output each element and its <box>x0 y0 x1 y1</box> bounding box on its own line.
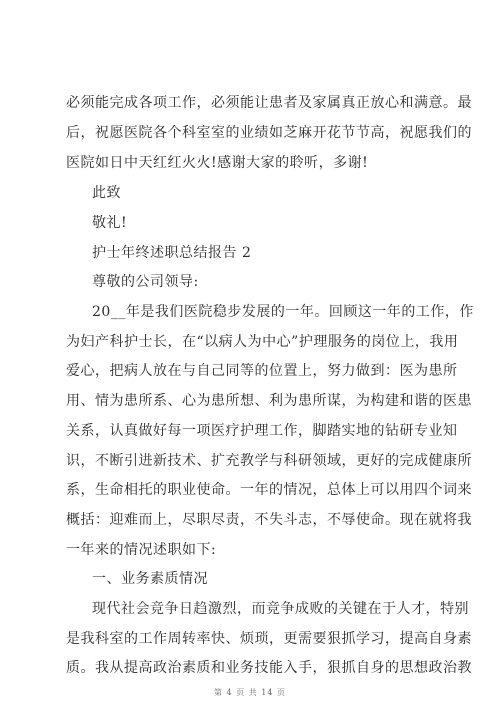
page-footer: 第 4 页 共 14 页 <box>214 688 286 697</box>
text-line: 爱心，把病人放在与自己同等的位置上，努力做到：医为患所 <box>66 363 458 379</box>
section-title: 护士年终述职总结报告 2 <box>92 245 252 261</box>
text-line: 医院如日中天红红火火!感谢大家的聆听，多谢! <box>66 155 369 171</box>
text-line: 系，生命相托的职业使命。一年的情况，总体上可以用四个词来 <box>66 482 472 498</box>
text-line: 概括：迎难而上，尽职尽责，不失斗志，不辱使命。现在就将我 <box>66 512 472 528</box>
text-line: 是我科室的工作周转率快、烦琐，更需要狠抓学习，提高自身素 <box>66 631 472 647</box>
text-line: 必须能完成各项工作，必须能让患者及家属真正放心和满意。最 <box>66 95 472 111</box>
text-line: 用、情为患所系、心为患所想、利为患所谋，为构建和谐的医患 <box>66 393 472 409</box>
section-heading: 一、业务素质情况 <box>92 571 208 587</box>
text-line: 为妇产科护士长，在“以病人为中心”护理服务的岗位上，我用 <box>66 334 459 350</box>
text-line: 后，祝愿医院各个科室室的业绩如芝麻开花节节高，祝愿我们的 <box>66 125 472 141</box>
text-line: 识，不断引进新技术、扩充教学与科研领域，更好的完成健康所 <box>66 453 472 469</box>
text-line: 20__年是我们医院稳步发展的一年。回顾这一年的工作，作 <box>92 304 474 320</box>
closing-salutation: 此致 <box>92 185 121 201</box>
text-line: 现代社会竞争日趋激烈，而竞争成败的关键在于人才，特别 <box>92 601 469 617</box>
text-line: 关系，认真做好每一项医疗护理工作，脚踏实地的钻研专业知 <box>66 423 458 439</box>
text-line: 一年来的情况述职如下: <box>66 542 217 558</box>
closing-regards: 敬礼! <box>92 215 128 231</box>
text-line: 质。我从提高政治素质和业务技能入手，狠抓自身的思想政治教 <box>66 660 472 676</box>
greeting: 尊敬的公司领导: <box>92 274 199 290</box>
